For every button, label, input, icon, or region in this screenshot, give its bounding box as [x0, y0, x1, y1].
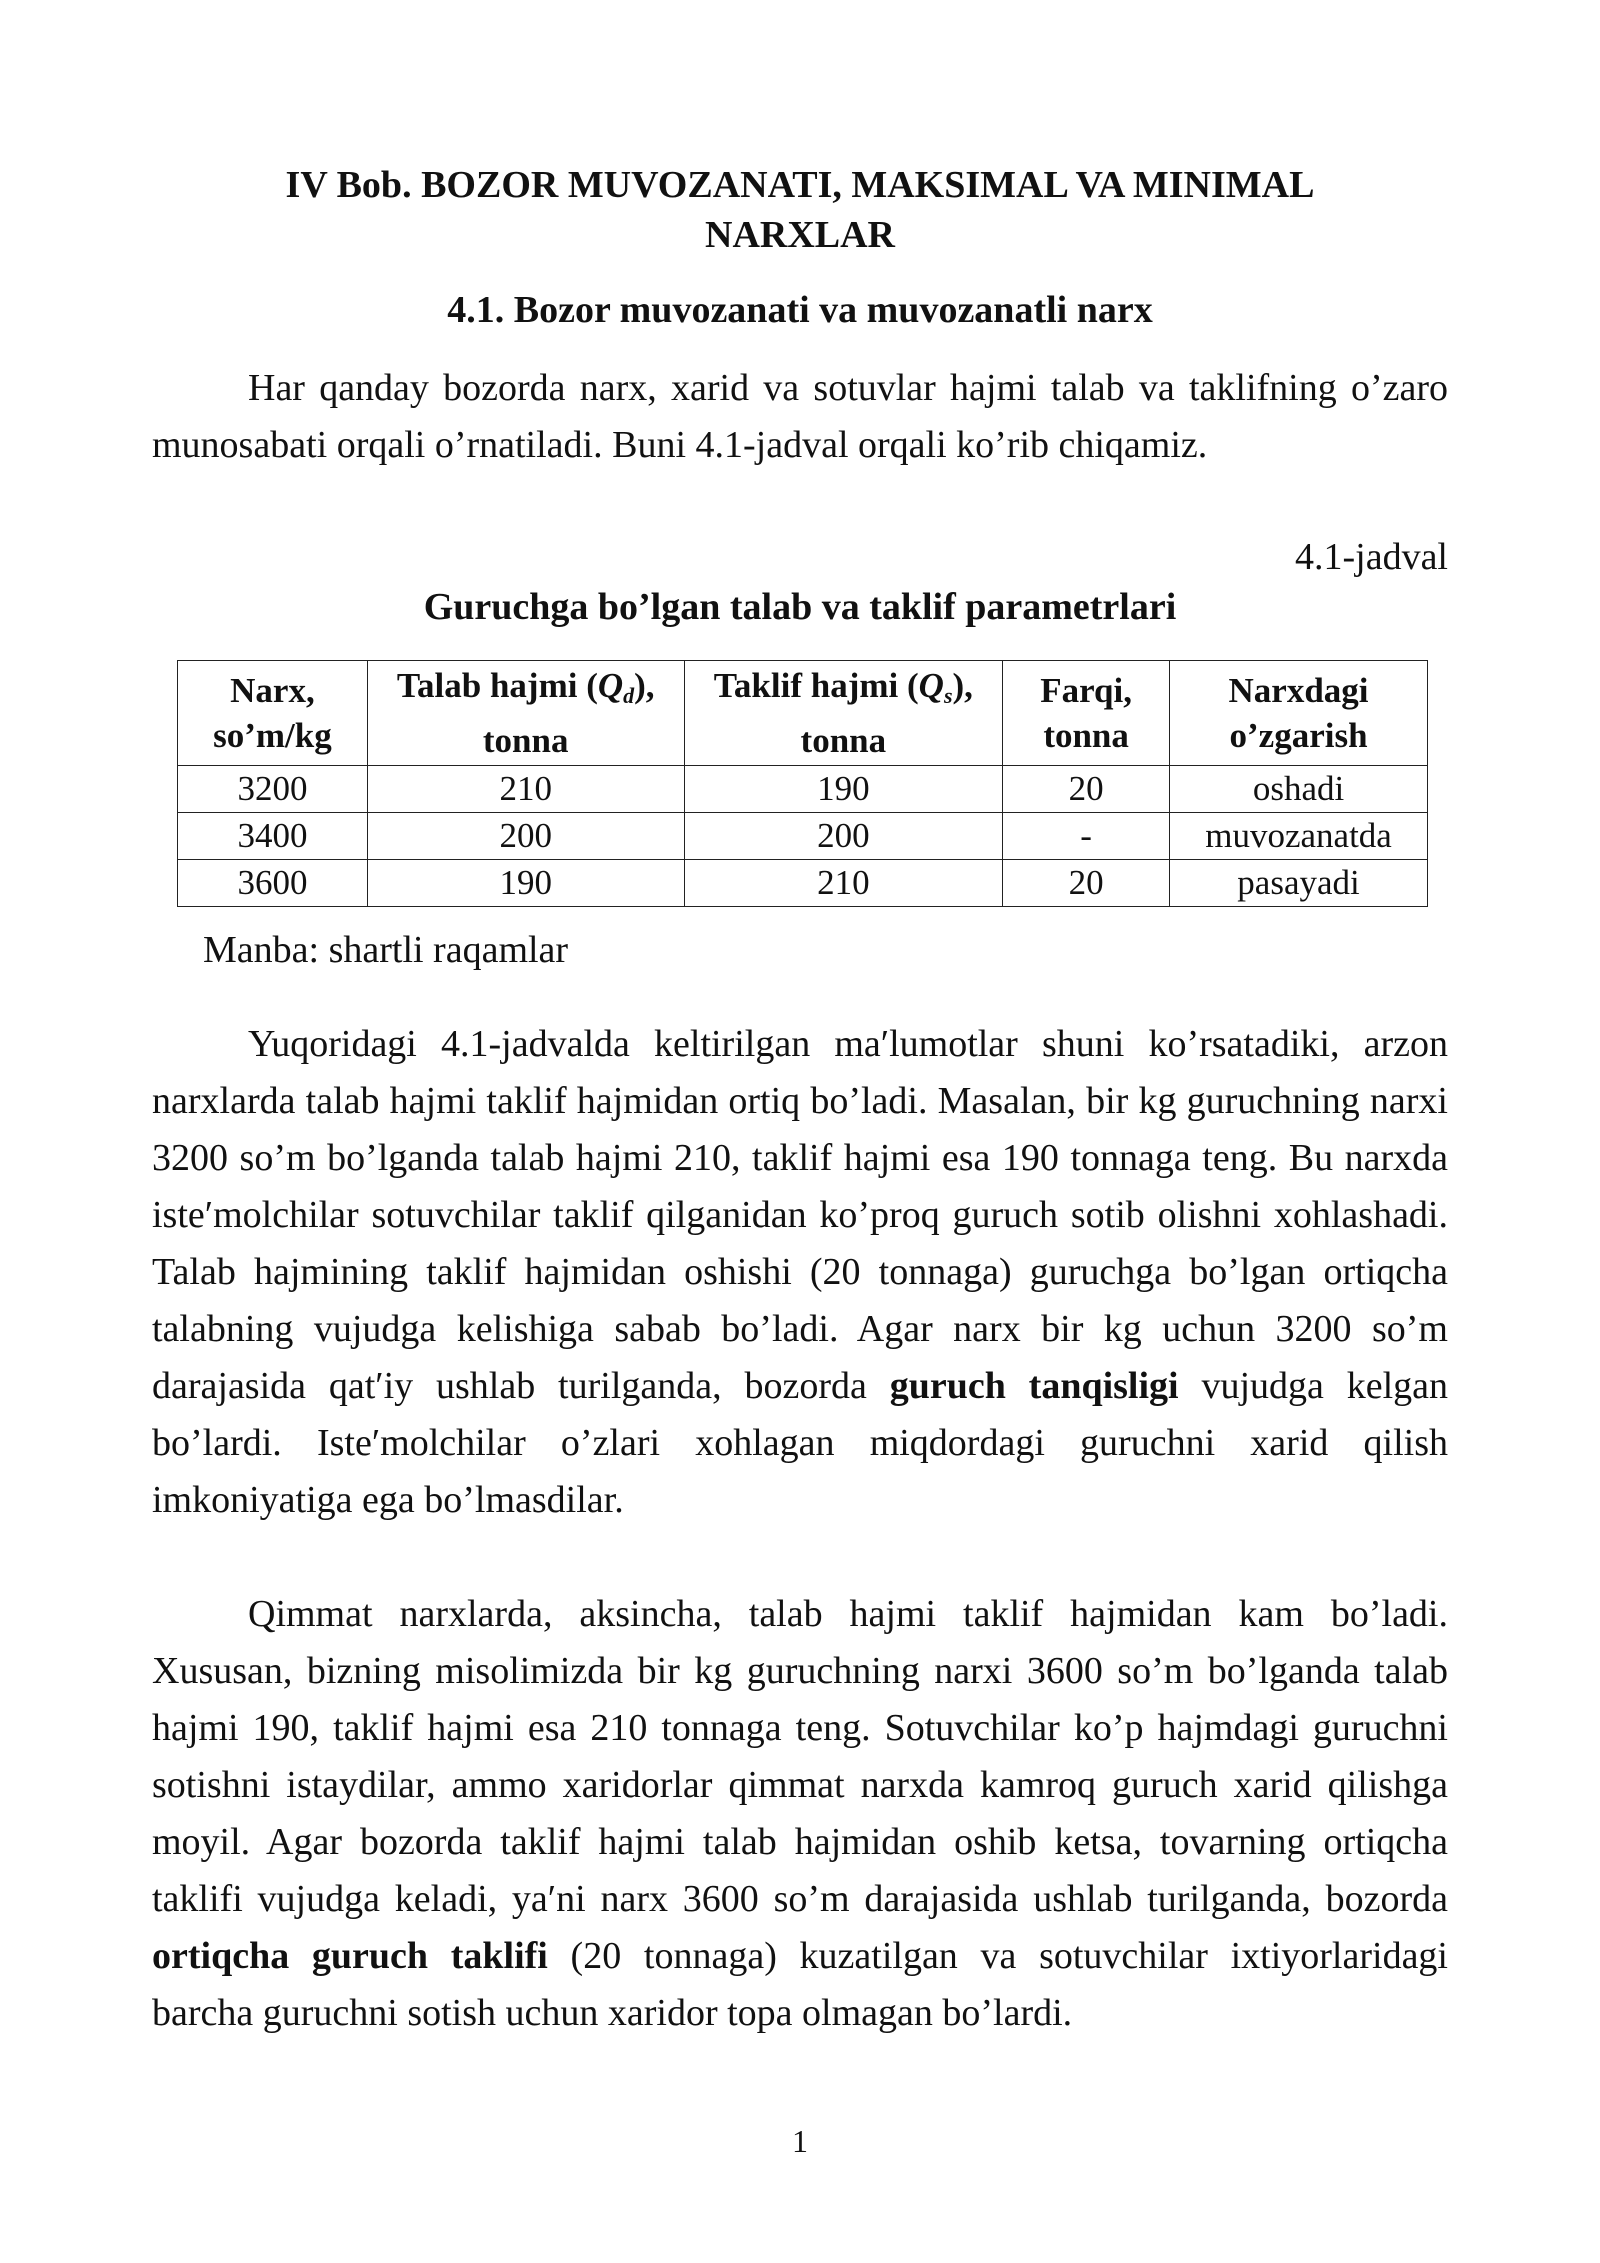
term-shortage: guruch tanqisligi — [889, 1365, 1179, 1407]
chapter-title-line2: NARXLAR — [705, 214, 895, 256]
chapter-title — [150, 160, 1450, 260]
table-row — [178, 813, 1428, 860]
table-header-row — [178, 661, 1428, 766]
cell-demand: 190 — [367, 860, 684, 907]
cell-change: oshadi — [1170, 766, 1428, 813]
header-price: Narx, so’m/kg — [178, 661, 368, 766]
cell-demand: 210 — [367, 766, 684, 813]
paragraph-surplus: Qimmat narxlarda, aksincha, talab hajmi taklif hajmidan kam bo’ladi. Xususan, bizning misolimizda bir kg guruchning narxi 3600 so’m bo’lganda talab hajmi 190, taklif hajmi esa 210 tonnaga teng. Sotuvchilar ko’p hajmdagi guruchni sotishni istaydilar, ammo xaridorlar qimmat narxda kamroq guruch xarid qilishga moyil. Agar bozorda taklif hajmi talab hajmidan oshib ketsa, tovarning ortiqcha taklifi vujudga keladi, ya′ni narx 3600 so’m darajasida ushlab turilganda, bozorda ortiqcha guruch taklifi (20 tonnaga) kuzatilgan va sotuvchilar ixtiyorlaridagi barcha guruchni sotish uchun xaridor topa olmagan bo’lardi. — [152, 1593, 1448, 2034]
header-supply: Taklif hajmi $(Q_s)$, tonna — [684, 661, 1003, 766]
section-title: 4.1. Bozor muvozanati va muvozanatli narx — [447, 289, 1153, 331]
header-difference: Farqi, tonna — [1003, 661, 1170, 766]
cell-demand: 200 — [367, 813, 684, 860]
term-surplus: ortiqcha guruch taklifi — [152, 1935, 548, 1977]
cell-supply: 210 — [684, 860, 1003, 907]
cell-supply: 200 — [684, 813, 1003, 860]
header-demand: Talab hajmi $(Q_d)$, tonna — [367, 661, 684, 766]
cell-change: muvozanatda — [1170, 813, 1428, 860]
supply-demand-table — [177, 660, 1428, 907]
cell-change: pasayadi — [1170, 860, 1428, 907]
paragraph-shortage: Yuqoridagi 4.1-jadvalda keltirilgan ma′lumotlar shuni ko’rsatadiki, arzon narxlarda talab hajmi taklif hajmidan ortiq bo’ladi. Masalan, bir kg guruchning narxi 3200 so’m bo’lganda talab hajmi 210, taklif hajmi esa 190 tonnaga teng. Bu narxda iste′molchilar sotuvchilar taklif qilganidan ko’proq guruch sotib olishni xohlashadi. Talab hajmining taklif hajmidan oshishi (20 tonnaga) guruchga bo’lgan ortiqcha talabning vujudga kelishiga sabab bo’ladi. Agar narx bir kg uchun 3200 so’m darajasida qat′iy ushlab turilganda, bozorda guruch tanqisligi vujudga kelgan bo’lardi. Iste′molchilar o’zlari xohlagan miqdordagi guruchni xarid qilish imkoniyatiga ega bo’lmasdilar. — [152, 1023, 1449, 1521]
cell-price: 3200 — [178, 766, 368, 813]
chapter-title-line1: IV Bob. BOZOR MUVOZANATI, MAKSIMAL VA MINIMAL — [285, 164, 1315, 206]
page-number: 1 — [792, 2123, 808, 2159]
cell-difference: - — [1003, 813, 1170, 860]
intro-paragraph — [152, 360, 1448, 474]
table-label: 4.1-jadval — [1294, 536, 1448, 578]
cell-price: 3400 — [178, 813, 368, 860]
intro-text: Har qanday bozorda narx, xarid va sotuvlar hajmi talab va taklifning o’zaro munosabati orqali o’rnatiladi. Buni 4.1-jadval orqali ko’rib chiqamiz. — [152, 367, 1448, 466]
cell-supply: 190 — [684, 766, 1003, 813]
cell-difference: 20 — [1003, 860, 1170, 907]
table-title: Guruchga bo’lgan talab va taklif parametrlari — [423, 586, 1177, 628]
table-row — [178, 766, 1428, 813]
cell-difference: 20 — [1003, 766, 1170, 813]
cell-price: 3600 — [178, 860, 368, 907]
table-source-note: Manba: shartli raqamlar — [203, 929, 569, 971]
header-price-change: Narxdagi o’zgarish — [1170, 661, 1428, 766]
table-row — [178, 860, 1428, 907]
